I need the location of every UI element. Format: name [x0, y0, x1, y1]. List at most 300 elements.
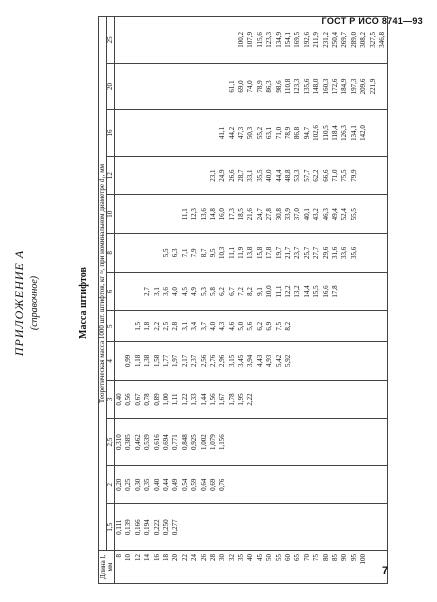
mass-value: 55,2: [255, 126, 264, 140]
mass-value: 40,1: [302, 208, 311, 221]
mass-value: [331, 313, 340, 339]
mass-value: 5,42: [274, 354, 283, 368]
mass-value: [162, 19, 171, 61]
mass-value: 53,3: [293, 169, 302, 182]
mass-value: [200, 112, 209, 154]
mass-value: [171, 19, 180, 61]
mass-value: 1,156: [218, 434, 227, 450]
mass-value: 1,67: [218, 393, 227, 406]
mass-value: 0,99: [124, 354, 133, 368]
mass-value: [124, 112, 133, 154]
mass-value: [359, 344, 368, 378]
length-value: 24: [190, 554, 199, 561]
mass-value: [181, 507, 190, 549]
mass-value: 0,30: [133, 478, 142, 491]
mass-value: 5,5: [161, 248, 170, 258]
mass-value: [190, 19, 199, 61]
mass-value: 23,7: [293, 246, 302, 259]
mass-value: 13,2: [293, 285, 302, 298]
mass-value: 57,7: [302, 169, 311, 182]
mass-value: [115, 112, 124, 154]
mass-value: 4,6: [227, 321, 236, 331]
mass-value: 0,40: [115, 393, 123, 406]
diameter-header-row: [107, 17, 115, 584]
mass-value: 0,694: [161, 434, 170, 450]
mass-value: [153, 19, 162, 61]
mass-value: 0,539: [143, 434, 152, 450]
mass-value: 4,0: [171, 287, 180, 296]
mass-value: 1,079: [208, 434, 217, 450]
mass-value: 0,310: [115, 434, 123, 450]
mass-value: [340, 468, 349, 502]
mass-value: [312, 383, 321, 417]
mass-value: [190, 66, 199, 108]
mass-value: [322, 421, 331, 463]
mass-value: [124, 159, 133, 193]
length-value: 35: [237, 554, 246, 561]
mass-value: [359, 421, 368, 463]
mass-value: [200, 19, 209, 61]
mass-value: [265, 383, 274, 417]
mass-value: 126,3: [340, 125, 349, 141]
mass-value: 4,0: [208, 321, 217, 331]
mass-value: [134, 159, 143, 193]
diameter-header: 2,5: [107, 419, 115, 466]
standard-header: ГОСТ Р ИСО 8741—93: [321, 16, 423, 26]
mass-value: [200, 159, 209, 193]
mass-value: 2,5: [161, 321, 170, 331]
mass-value: [218, 66, 227, 108]
mass-value: 1,33: [190, 393, 199, 406]
length-value: 45: [255, 554, 264, 561]
mass-value: 1,22: [180, 393, 189, 406]
mass-value: 8,2: [246, 287, 255, 296]
mass-value: [340, 507, 349, 549]
mass-value: [331, 421, 340, 463]
mass-value: [124, 197, 133, 231]
mass-column: [115, 17, 388, 64]
mass-value: 0,56: [124, 393, 133, 406]
mass-value: [228, 421, 237, 463]
mass-value: 13,8: [246, 246, 255, 259]
mass-value: [200, 66, 209, 108]
mass-value: 0,277: [171, 519, 180, 536]
mass-value: [359, 468, 368, 502]
mass-value: [134, 19, 143, 61]
mass-value: 10,0: [265, 285, 274, 298]
mass-value: [359, 313, 368, 339]
length-value: 12: [133, 554, 142, 561]
mass-value: [246, 468, 255, 502]
mass-value: [293, 507, 302, 549]
mass-value: [322, 383, 331, 417]
mass-value: [359, 507, 368, 549]
mass-value: [256, 383, 265, 417]
mass-value: 33,1: [246, 169, 255, 182]
diameter-header: 25: [107, 17, 115, 64]
mass-value: [190, 159, 199, 193]
mass-value: 2,76: [208, 354, 217, 368]
mass-value: [153, 236, 162, 270]
mass-value: 17,8: [330, 285, 339, 298]
mass-value: 135,6: [302, 78, 311, 95]
mass-value: 1,8: [143, 321, 152, 331]
mass-value: 79,9: [349, 169, 358, 182]
mass-value: 209,6: [359, 78, 368, 95]
mass-value: 0,385: [124, 434, 133, 450]
mass-value: [303, 507, 312, 549]
mass-value: 1,97: [171, 354, 180, 368]
length-value: 80: [321, 554, 330, 561]
mass-value: [143, 197, 152, 231]
mass-value: 3,6: [161, 287, 170, 296]
mass-value: [115, 197, 124, 231]
mass-value: 1,5: [133, 321, 142, 331]
mass-value: 30,8: [274, 208, 283, 221]
mass-value: [171, 197, 180, 231]
mass-value: [134, 112, 143, 154]
mass-value: 14,4: [302, 285, 311, 298]
mass-value: 8,7: [199, 248, 208, 258]
mass-value: 0,462: [133, 434, 142, 450]
mass-value: [359, 236, 368, 270]
mass-value: [284, 468, 293, 502]
mass-value: [303, 468, 312, 502]
mass-value: 78,9: [284, 126, 293, 140]
mass-value: [340, 421, 349, 463]
mass-value: [228, 507, 237, 549]
mass-value: 69,0: [237, 80, 246, 93]
mass-value: 0,40: [152, 478, 161, 491]
mass-value: 8,2: [284, 321, 293, 331]
mass-value: 102,6: [312, 125, 321, 141]
mass-value: [246, 507, 255, 549]
mass-value: 2,2: [152, 321, 161, 331]
mass-value: 0,111: [115, 519, 123, 535]
mass-value: 7,5: [274, 321, 283, 331]
appendix-subtitle: (справочное): [29, 275, 40, 331]
rotated-content: [6, 10, 431, 596]
mass-value: 15,5: [312, 285, 321, 298]
mass-value: 44,4: [274, 169, 283, 182]
mass-value: 5,8: [208, 287, 217, 296]
mass-value: 28,7: [237, 169, 246, 182]
mass-value: 4,3: [218, 321, 227, 331]
length-value: 70: [302, 554, 311, 561]
length-value: 14: [143, 554, 152, 561]
mass-column: [115, 311, 388, 342]
mass-value: 123,3: [293, 78, 302, 95]
mass-value: 192,6: [302, 32, 311, 48]
mass-column: [115, 380, 388, 419]
mass-value: 5,0: [237, 321, 246, 331]
mass-value: [134, 66, 143, 108]
mass-value: 19,7: [274, 246, 283, 259]
mass-value: 134,1: [349, 125, 358, 141]
mass-value: 11,1: [180, 208, 189, 221]
mass-value: [124, 313, 133, 339]
mass-value: 1,00: [161, 393, 170, 406]
mass-value: [171, 159, 180, 193]
mass-value: 63,1: [265, 126, 274, 140]
mass-value: 21,7: [284, 246, 293, 259]
mass-value: [331, 344, 340, 378]
mass-value: 24,9: [218, 169, 227, 182]
mass-value: 0,166: [133, 519, 142, 536]
mass-value: [359, 197, 368, 231]
length-value: 28: [208, 554, 217, 561]
mass-column: [115, 504, 388, 551]
mass-value: 40,0: [265, 169, 274, 182]
mass-value: 169,5: [293, 32, 302, 48]
page-number: 7: [382, 565, 389, 577]
mass-value: 0,25: [124, 478, 133, 491]
mass-value: [153, 66, 162, 108]
mass-value: [359, 159, 368, 193]
mass-value: 3,4: [190, 321, 199, 331]
mass-value: 98,6: [274, 80, 283, 93]
diameter-header: 6: [107, 272, 115, 311]
mass-value: 0,69: [208, 478, 217, 491]
mass-value: [124, 19, 133, 61]
mass-value: [340, 344, 349, 378]
mass-column: [115, 234, 388, 273]
mass-value: [181, 159, 190, 193]
mass-value: 231,2: [321, 32, 330, 48]
mass-value: 29,6: [321, 246, 330, 259]
mass-value: 43,2: [312, 208, 321, 221]
length-value: 10: [124, 554, 133, 561]
mass-value: [115, 66, 124, 108]
mass-value: 37,0: [293, 208, 302, 221]
mass-value: 46,3: [321, 208, 330, 221]
mass-value: 71,0: [274, 126, 283, 140]
mass-value: [303, 383, 312, 417]
diameter-header: 20: [107, 63, 115, 110]
mass-value: [209, 19, 218, 61]
mass-value: 6,3: [171, 248, 180, 258]
mass-value: 44,2: [227, 126, 236, 140]
mass-value: [237, 421, 246, 463]
mass-value: 0,250: [161, 519, 170, 536]
mass-value: 61,1: [227, 80, 236, 93]
mass-value: [134, 197, 143, 231]
mass-value: 50,3: [246, 126, 255, 140]
mass-value: 100,2: [237, 32, 246, 48]
mass-value: 184,9: [340, 78, 349, 95]
mass-value: [312, 313, 321, 339]
mass-value: 11,9: [237, 246, 246, 259]
mass-value: 0,771: [171, 434, 180, 450]
mass-value: 0,49: [171, 478, 180, 491]
mass-value: 123,3: [265, 32, 274, 48]
diameter-header: 10: [107, 195, 115, 234]
mass-value: 48,8: [284, 169, 293, 182]
mass-value: 0,139: [124, 519, 133, 536]
mass-value: [153, 197, 162, 231]
mass-value: 0,44: [161, 478, 170, 491]
mass-value: [359, 383, 368, 417]
mass-value: 78,9: [255, 80, 264, 93]
mass-value: 6,2: [218, 287, 227, 296]
mass-value: 3,45: [237, 354, 246, 368]
mass-value: 11,1: [227, 246, 236, 259]
mass-value: 1,18: [133, 354, 142, 368]
mass-value: [275, 421, 284, 463]
diameter-header: 2: [107, 465, 115, 504]
mass-value: 71,0: [330, 169, 339, 182]
mass-value: [275, 468, 284, 502]
mass-value: 0,54: [180, 478, 189, 491]
length-value: 30: [218, 554, 227, 561]
diameter-header: 3: [107, 380, 115, 419]
mass-value: 23,1: [208, 169, 217, 182]
mass-value: 148,0: [312, 78, 321, 95]
mass-value: [124, 275, 133, 309]
mass-value: [312, 468, 321, 502]
diameter-header: 1,5: [107, 504, 115, 551]
mass-value: 11,1: [274, 285, 283, 298]
mass-value: 2,8: [171, 321, 180, 331]
mass-value: 0,76: [218, 478, 227, 491]
mass-column: [115, 419, 388, 466]
mass-value: [181, 19, 190, 61]
mass-value: 52,4: [340, 208, 349, 221]
mass-value: 13,6: [199, 208, 208, 221]
mass-value: 154,1: [284, 32, 293, 48]
mass-value: 94,7: [302, 126, 311, 140]
mass-value: [256, 507, 265, 549]
mass-value: [200, 507, 209, 549]
length-value: 75: [312, 554, 321, 561]
mass-value: 172,6: [330, 78, 339, 95]
mass-value: [115, 159, 124, 193]
mass-value: [256, 421, 265, 463]
mass-value: 142,0: [359, 125, 368, 141]
length-value: 60: [284, 554, 293, 561]
mass-value: [350, 344, 359, 378]
mass-value: [153, 159, 162, 193]
mass-value: 2,56: [199, 354, 208, 368]
mass-value: [265, 468, 274, 502]
mass-value: 2,96: [218, 354, 227, 368]
mass-value: 33,9: [284, 208, 293, 221]
mass-value: 3,1: [152, 287, 161, 296]
length-header: Длина l, мм: [99, 551, 115, 584]
mass-value: 86,8: [293, 126, 302, 140]
mass-value: 35,5: [255, 169, 264, 182]
mass-value: 75,5: [340, 169, 349, 182]
length-value: 8: [115, 554, 123, 558]
mass-value: 0,89: [152, 393, 161, 406]
length-value: 65: [293, 554, 302, 561]
mass-value: 0,59: [190, 478, 199, 491]
mass-value: 41,1: [218, 126, 227, 140]
mass-value: [237, 507, 246, 549]
mass-value: 35,6: [349, 246, 358, 259]
mass-value: 86,3: [265, 80, 274, 93]
mass-value: 1,002: [199, 434, 208, 450]
table-body-row: [115, 17, 388, 584]
mass-value: 0,20: [115, 478, 123, 491]
mass-value: [171, 66, 180, 108]
mass-value: 62,2: [312, 169, 321, 182]
mass-value: [143, 66, 152, 108]
mass-value: [153, 112, 162, 154]
mass-value: 31,6: [330, 246, 339, 259]
table-title: Масса штифтов: [78, 267, 89, 339]
mass-value: 107,9: [246, 32, 255, 48]
mass-value: 66,6: [321, 169, 330, 182]
mass-value: 15,8: [255, 246, 264, 259]
mass-value: [331, 383, 340, 417]
mass-value: [350, 507, 359, 549]
mass-value: 4,9: [190, 287, 199, 296]
mass-value: 6,2: [255, 321, 264, 331]
mass-value: [256, 468, 265, 502]
diameter-header: 16: [107, 110, 115, 157]
mass-value: 12,3: [190, 208, 199, 221]
mass-value: 5,6: [246, 321, 255, 331]
mass-value: 1,11: [171, 393, 180, 406]
mass-value: 18,5: [237, 208, 246, 221]
mass-value: [143, 19, 152, 61]
mass-value: 134,9: [274, 32, 283, 48]
length-value: 18: [161, 554, 170, 561]
appendix-title: ПРИЛОЖЕНИЕ А: [12, 249, 26, 357]
mass-value: [303, 421, 312, 463]
mass-value: 2,37: [190, 354, 199, 368]
mass-value: [171, 112, 180, 154]
mass-value: 17,8: [265, 246, 274, 259]
diameter-header: 5: [107, 311, 115, 342]
mass-value: [143, 159, 152, 193]
mass-value: [181, 66, 190, 108]
mass-value: 27,8: [265, 208, 274, 221]
mass-value: [265, 421, 274, 463]
mass-value: [209, 507, 218, 549]
mass-value: 1,38: [143, 354, 152, 368]
length-value: 26: [199, 554, 208, 561]
mass-value: [115, 344, 124, 378]
mass-value: 160,3: [321, 78, 330, 95]
mass-value: 21,6: [246, 208, 255, 221]
mass-value: 4,93: [265, 354, 274, 368]
mass-value: 1,58: [152, 354, 161, 368]
length-value: 85: [330, 554, 339, 561]
mass-value: 26,6: [227, 169, 236, 182]
mass-value: [340, 275, 349, 309]
mass-value: [322, 344, 331, 378]
mass-value: [293, 383, 302, 417]
mass-column: [115, 342, 388, 381]
mass-value: 16,6: [321, 285, 330, 298]
mass-value: [275, 507, 284, 549]
mass-value: [143, 236, 152, 270]
mass-value: 3,15: [227, 354, 236, 368]
mass-value: 0,222: [152, 519, 161, 536]
mass-value: [115, 275, 124, 309]
mass-value: [322, 468, 331, 502]
mass-value: [228, 468, 237, 502]
mass-value: 1,56: [208, 393, 217, 406]
mass-value: [303, 344, 312, 378]
mass-value: 9,5: [208, 248, 217, 258]
mass-value: 346,8: [377, 32, 386, 48]
mass-value: [246, 421, 255, 463]
mass-value: [124, 236, 133, 270]
mass-value: 24,7: [255, 208, 264, 221]
